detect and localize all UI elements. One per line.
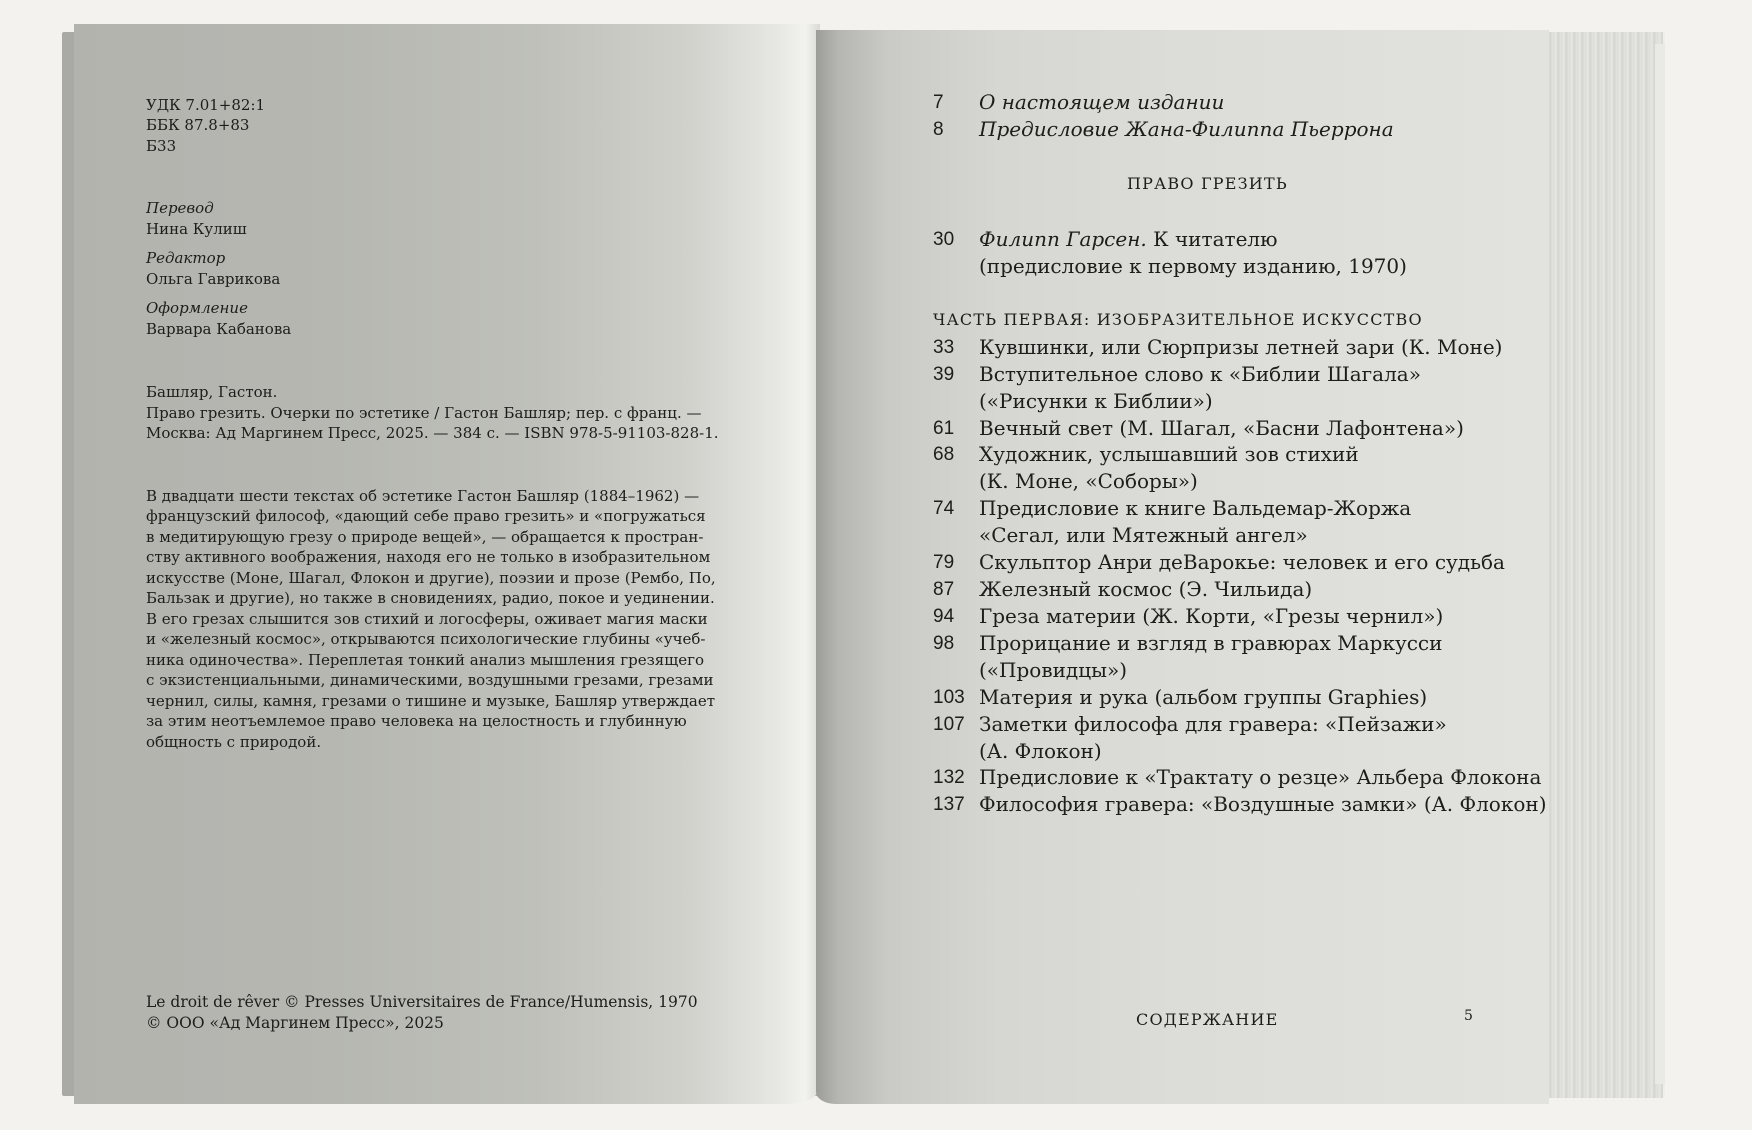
annotation-line: В двадцати шести текстах об эстетике Гастон Башляр (1884–1962) — (146, 487, 700, 505)
toc-entry-title: О настоящем издании (979, 90, 1225, 114)
credit-name-translator: Нина Кулиш (146, 220, 247, 238)
toc-entry-subtitle: (предисловие к первому изданию, 1970) (979, 254, 1407, 278)
credit-role-translation: Перевод (146, 199, 214, 217)
toc-entry-title: «Сегал, или Мятежный ангел» (979, 523, 1308, 547)
toc-page-number: 8 (933, 119, 944, 140)
toc-entry-title: Философия гравера: «Воздушные замки» (А. Флокон) (979, 792, 1547, 816)
toc-entry-title: Предисловие к книге Вальдемар-Жоржа (979, 496, 1412, 520)
toc-page-number: 98 (933, 633, 955, 654)
toc-page-number: 137 (933, 794, 965, 815)
part-heading: ЧАСТЬ ПЕРВАЯ: ИЗОБРАЗИТЕЛЬНОЕ ИСКУССТВО (933, 310, 1423, 329)
toc-entry-title: Греза материи (Ж. Корти, «Грезы чернил») (979, 604, 1444, 628)
annotation-line: ника одиночества». Переплетая тонкий анализ мышления грезящего (146, 651, 704, 669)
annotation-line: В его грезах слышится зов стихий и логосферы, оживает магия маски (146, 610, 708, 628)
running-footer: СОДЕРЖАНИЕ (1136, 1010, 1279, 1029)
toc-page-number: 94 (933, 606, 955, 627)
toc-page-number: 30 (933, 229, 955, 250)
book-title-heading: ПРАВО ГРЕЗИТЬ (1127, 174, 1288, 193)
toc-entry-main: К читателю (1146, 227, 1278, 251)
credit-role-editor: Редактор (146, 249, 226, 267)
credit-role-design: Оформление (146, 299, 248, 317)
toc-page-number: 87 (933, 579, 955, 600)
toc-page-number: 79 (933, 552, 955, 573)
toc-page-number: 33 (933, 337, 955, 358)
toc-page-number: 61 (933, 418, 955, 439)
annotation-line: французский философ, «дающий себе право грезить» и «погружаться (146, 507, 706, 525)
toc-entry-title: Предисловие Жана-Филиппа Пьеррона (979, 117, 1394, 141)
bib-line: Право грезить. Очерки по эстетике / Гастон Башляр; пер. с франц. — (146, 404, 702, 422)
annotation-line: и «железный космос», открываются психологические глубины «учеб- (146, 630, 706, 648)
author-mark: Б33 (146, 137, 177, 155)
toc-entry-title: («Провидцы») (979, 658, 1128, 682)
annotation-line: искусстве (Моне, Шагал, Флокон и другие), поэзии и прозе (Рембо, По, (146, 569, 716, 587)
toc-page-number: 107 (933, 714, 965, 735)
toc-entry-title: Железный космос (Э. Чильида) (979, 577, 1313, 601)
toc-entry-title: Вечный свет (М. Шагал, «Басни Лафонтена») (979, 416, 1464, 440)
page-block-tip (1655, 44, 1665, 1084)
credit-name-designer: Варвара Кабанова (146, 320, 292, 338)
annotation-line: общность с природой. (146, 733, 322, 751)
toc-entry-title: Прорицание и взгляд в гравюрах Маркусси (979, 631, 1443, 655)
annotation-line: за этим неотъемлемое право человека на целостность и глубинную (146, 712, 687, 730)
toc-entry-title: Предисловие к «Трактату о резце» Альбера Флокона (979, 765, 1542, 789)
annotation-line: в медитирующую грезу о природе вещей», — обращается к простран- (146, 528, 704, 546)
toc-entry-title: Материя и рука (альбом группы Graphies) (979, 685, 1428, 709)
annotation-line: чернил, силы, камня, грезами о тишине и музыке, Башляр утверждает (146, 692, 716, 710)
credit-name-editor: Ольга Гаврикова (146, 270, 281, 288)
toc-page-number: 132 (933, 767, 965, 788)
toc-entry-title: Кувшинки, или Сюрпризы летней зари (К. Моне) (979, 335, 1503, 359)
toc-page-number: 39 (933, 364, 955, 385)
toc-entry-title: Вступительное слово к «Библии Шагала» (979, 362, 1421, 386)
toc-entry-title (979, 227, 1278, 251)
toc-page-number: 7 (933, 92, 944, 113)
toc-entry-title: Художник, услышавший зов стихий (979, 442, 1359, 466)
annotation-line: Бальзак и другие), но также в сновидениях, радио, покое и уединении. (146, 589, 715, 607)
page-number: 5 (1464, 1008, 1473, 1024)
copyright-publisher: © ООО «Ад Маргинем Пресс», 2025 (146, 1014, 444, 1032)
udk-code: УДК 7.01+82:1 (146, 96, 266, 114)
annotation-line: с экзистенциальными, динамическими, воздушными грезами, грезами (146, 671, 714, 689)
toc-entry-title: («Рисунки к Библии») (979, 389, 1213, 413)
toc-entry-title: Заметки философа для гравера: «Пейзажи» (979, 712, 1447, 736)
toc-entry-title: (А. Флокон) (979, 739, 1102, 763)
page-block-edges (1545, 32, 1665, 1098)
toc-page-number: 103 (933, 687, 965, 708)
toc-page-number: 68 (933, 444, 955, 465)
bbk-code: ББК 87.8+83 (146, 116, 250, 134)
annotation-line: ству активного воображения, находя его не только в изобразительном (146, 548, 711, 566)
toc-entry-title: (К. Моне, «Соборы») (979, 469, 1198, 493)
toc-entry-title: Скульптор Анри деВарокье: человек и его судьба (979, 550, 1505, 574)
toc-page-number: 74 (933, 498, 955, 519)
bib-line: Башляр, Гастон. (146, 383, 278, 401)
bib-line: Москва: Ад Маргинем Пресс, 2025. — 384 с. — ISBN 978-5-91103-828-1. (146, 424, 719, 442)
copyright-original: Le droit de rêver © Presses Universitaires de France/Humensis, 1970 (146, 993, 698, 1011)
toc-entry-author: Филипп Гарсен. (979, 227, 1147, 251)
